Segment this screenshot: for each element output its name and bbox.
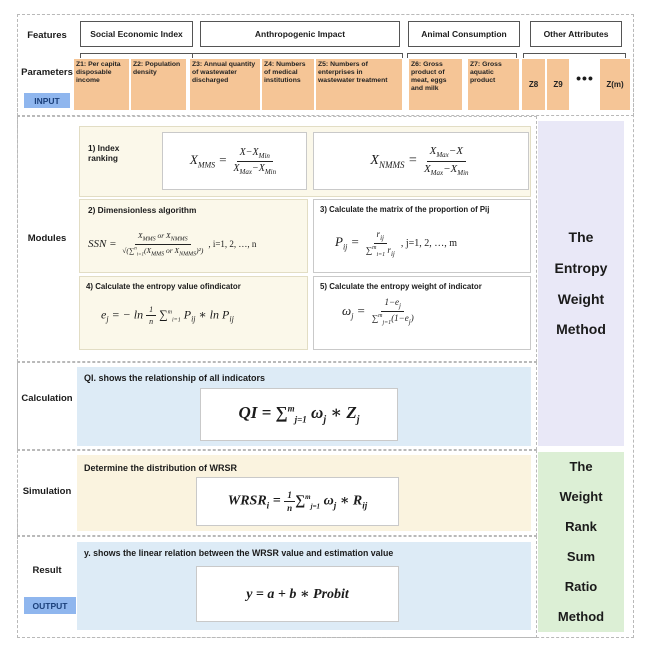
param-zm: Z(m) — [600, 59, 630, 110]
entropy-word-1: The — [568, 228, 594, 245]
input-badge: INPUT — [24, 93, 70, 108]
feature-social-economic: Social Economic Index — [80, 21, 193, 47]
bracket-anthropogenic — [192, 53, 403, 58]
label-parameters: Parameters — [21, 67, 73, 78]
formula-qi: QI = ∑$^m_{j=1}$ $\omega_j$ ∗ $Z_j$ — [200, 388, 398, 441]
result-title: y. shows the linear relation between the WRSR value and estimation value — [84, 548, 394, 558]
param-z6: Z6: Gross product of meat, eggs and milk — [409, 59, 462, 110]
formula-omega: $\omega_j$ = $\frac{1-e_j}{\sum^m_{j=1}(1-e_j)}$ — [342, 297, 414, 326]
module-1-title: 1) Index ranking — [88, 143, 120, 164]
formula-nmms — [313, 132, 529, 190]
formula-pij: $P_{ij}$ = $\frac{r_{ij}}{\sum^m_{i=1} r_{ij}}$ , j=1, 2, …, m — [335, 228, 458, 258]
param-z9: Z9 — [547, 59, 569, 110]
label-calculation: Calculation — [21, 393, 73, 404]
formula-nmms-frac: $\frac{X_{Max}-X}{X_{Max}-X_{Min}}$ — [423, 145, 469, 177]
feature-anthropogenic: Anthropogenic Impact — [200, 21, 400, 47]
param-z5: Z5: Numbers of enterprises in wastewater treatment — [316, 59, 402, 110]
entropy-word-3: Weight — [557, 290, 605, 307]
formula-mms — [162, 132, 307, 190]
param-z1: Z1: Per capita disposable income — [74, 59, 129, 110]
label-simulation: Simulation — [22, 486, 72, 497]
wrsr-word-4: Sum — [566, 549, 596, 564]
formula-wrsr: $WRSR_i$ = $\frac{1}{n}$ ∑$^m_{j=1}$ $\omega_j$ ∗ $R_{ij}$ — [196, 477, 399, 526]
param-z3: Z3: Annual quantity of wastewater discharged — [190, 59, 260, 110]
bracket-other — [523, 53, 626, 58]
simulation-title: Determine the distribution of WRSR — [84, 463, 237, 473]
param-z7: Z7: Gross aquatic product — [468, 59, 519, 110]
param-z2: Z2: Population density — [131, 59, 186, 110]
feature-animal-consumption: Animal Consumption — [408, 21, 520, 47]
wrsr-word-5: Ratio — [564, 578, 598, 594]
formula-probit: y = a + b ∗ Probit — [246, 586, 349, 602]
param-z4: Z4: Numbers of medical institutions — [262, 59, 314, 110]
formula-mms-frac: $\frac{X-X_{Min}}{X_{Max}-X_{Min}}$ — [233, 146, 277, 176]
formula-pij-range: , j=1, 2, …, m — [400, 237, 458, 249]
label-result: Result — [32, 565, 62, 576]
entropy-word-4: Method — [556, 321, 606, 338]
formula-nmms-expr: $X_{NMMS}$ = — [370, 152, 421, 170]
formula-mms-expr: $X_{MMS}$ = — [189, 152, 231, 170]
formula-ssn: SSN = $\frac{X_{MMS} or X_{NMMS}}{√(\sum^n_{i=1}(X_{MMS} or X_{NMMS})^2)}$ , i=1, 2, …, n — [88, 231, 257, 257]
output-badge: OUTPUT — [24, 597, 76, 614]
formula-ej: $e_j$ = − ln $\frac{1}{n}$ ∑$^m_{i=1}$ $P_{ij}$ ∗ $\ln P_{ij}$ — [101, 305, 234, 326]
label-modules: Modules — [27, 233, 67, 244]
formula-ssn-range: , i=1, 2, …, n — [208, 239, 257, 249]
wrsr-word-3: Rank — [565, 519, 597, 535]
calculation-title: QI. shows the relationship of all indicators — [84, 373, 266, 383]
bracket-social — [80, 53, 193, 58]
module-3-title: 3) Calculate the matrix of the proportion of Pij — [320, 205, 490, 214]
formula-probit-box — [196, 566, 399, 622]
wrsr-word-1: The — [569, 459, 593, 475]
entropy-word-2: Entropy — [554, 259, 608, 276]
label-features: Features — [27, 30, 67, 41]
entropy-method-panel — [538, 121, 624, 446]
wrsr-word-2: Weight — [559, 489, 603, 505]
param-z8: Z8 — [522, 59, 545, 110]
module-2-title: 2) Dimensionless algorithm — [88, 205, 197, 215]
module-4-title: 4) Calculate the entropy value ofindicator — [86, 282, 241, 291]
module-5-title: 5) Calculate the entropy weight of indicator — [320, 282, 482, 291]
param-ellipsis: ••• — [576, 70, 594, 86]
wrsr-word-6: Method — [557, 608, 605, 624]
bracket-animal — [407, 53, 517, 58]
wrsr-method-panel — [538, 452, 624, 632]
feature-other-attributes: Other Attributes — [530, 21, 622, 47]
